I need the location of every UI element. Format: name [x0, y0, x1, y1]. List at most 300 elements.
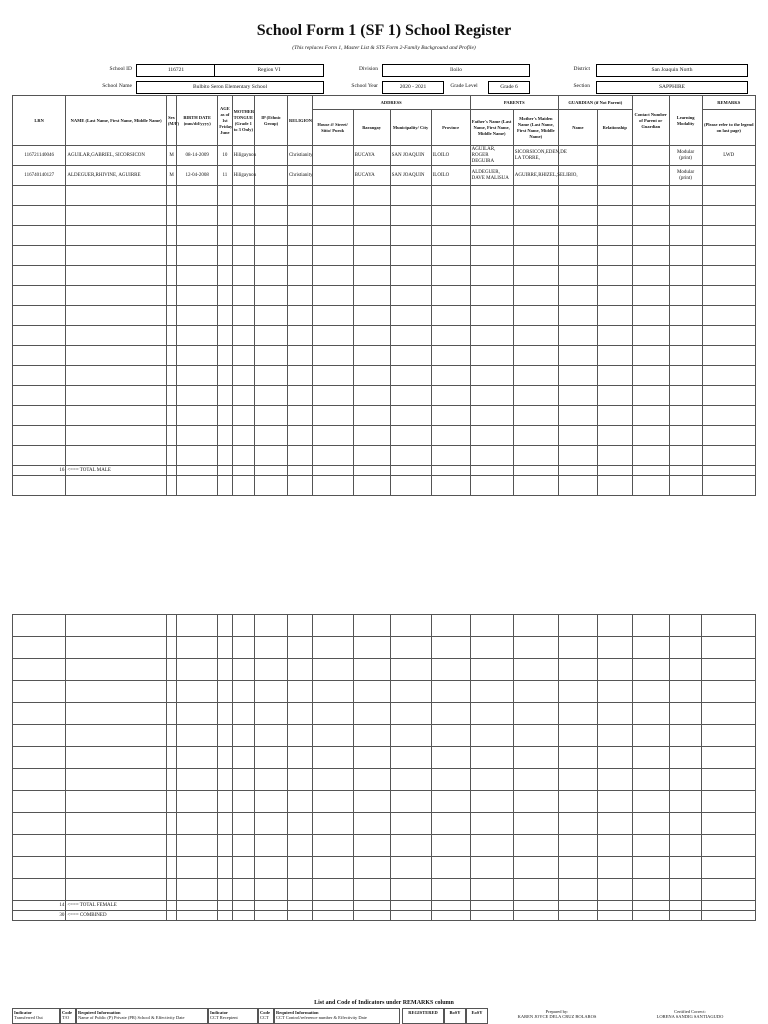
total-female-row-count: 14 — [13, 901, 66, 911]
cell-gname — [558, 206, 597, 226]
legend-cct-info: CCT Control/reference number & Effectivity Date — [276, 1015, 367, 1020]
cell-mod — [669, 747, 702, 769]
cell-name — [66, 659, 167, 681]
header-mother: Mother's Maiden Name (Last Name, First Name, Middle Name) — [513, 110, 558, 146]
legend-cct-code: CCT — [260, 1015, 269, 1020]
cell-mother — [513, 306, 558, 326]
grade-level-field: Grade 6 — [488, 81, 530, 94]
cell-age — [218, 346, 232, 366]
cell-bdate — [177, 386, 218, 406]
combined-row — [13, 911, 756, 921]
cell-ip — [255, 206, 288, 226]
cell-grel — [597, 791, 632, 813]
cell-name — [66, 446, 167, 466]
header-mother-tongue: MOTHER TONGUE (Grade 1 to 3 Only) — [232, 96, 255, 146]
table-row — [13, 659, 756, 681]
cell-mother — [513, 186, 558, 206]
cell-brgy — [353, 791, 390, 813]
cell-empty — [177, 466, 218, 476]
cell-bdate — [177, 206, 218, 226]
cell-contact — [632, 266, 669, 286]
header-province: Province — [431, 110, 470, 146]
cell-bdate — [177, 857, 218, 879]
header-municipality: Municipality/ City — [390, 110, 431, 146]
cell-mod — [669, 879, 702, 901]
cell-muni — [390, 659, 431, 681]
cell-rel — [287, 659, 312, 681]
cell-muni — [390, 769, 431, 791]
cell-mod — [669, 366, 702, 386]
cell-ip — [255, 186, 288, 206]
cell-grel — [597, 476, 632, 496]
cell-empty — [597, 911, 632, 921]
cell-mt — [232, 266, 255, 286]
cell-prov — [431, 266, 470, 286]
cell-lrn: 116740140127 — [13, 166, 66, 186]
cell-rel — [287, 386, 312, 406]
cell-father — [470, 769, 513, 791]
cell-gname — [558, 346, 597, 366]
cell-sex — [166, 659, 176, 681]
cell-mod: Modular (print) — [669, 166, 702, 186]
summary-bosy — [444, 1008, 466, 1024]
cell-contact — [632, 186, 669, 206]
table-row — [13, 835, 756, 857]
cell-father — [470, 835, 513, 857]
cell-age — [218, 659, 232, 681]
cell-ip — [255, 879, 288, 901]
cell-name — [66, 835, 167, 857]
cell-house — [312, 406, 353, 426]
cell-muni — [390, 386, 431, 406]
cell-house — [312, 146, 353, 166]
cell-sex — [166, 769, 176, 791]
cell-sex: M — [166, 166, 176, 186]
cell-grel — [597, 725, 632, 747]
cell-lrn — [13, 186, 66, 206]
cell-mt — [232, 703, 255, 725]
cell-lrn — [13, 386, 66, 406]
header-name: NAME (Last Name, First Name, Middle Name) — [66, 96, 167, 146]
cell-prov — [431, 615, 470, 637]
cell-prov — [431, 769, 470, 791]
cell-gname — [558, 246, 597, 266]
cell-house — [312, 835, 353, 857]
cell-sex — [166, 206, 176, 226]
cell-grel — [597, 769, 632, 791]
grade-level-label: Grade Level — [450, 83, 478, 89]
cell-gname — [558, 813, 597, 835]
cell-prov: ILOILO — [431, 166, 470, 186]
cell-empty — [597, 901, 632, 911]
cell-sex — [166, 703, 176, 725]
cell-lrn — [13, 366, 66, 386]
cell-grel — [597, 406, 632, 426]
cell-mt — [232, 659, 255, 681]
cell-house — [312, 879, 353, 901]
cell-grel — [597, 835, 632, 857]
cell-mt — [232, 306, 255, 326]
table-row — [13, 813, 756, 835]
cell-rem — [702, 791, 756, 813]
cell-muni — [390, 681, 431, 703]
cell-mother — [513, 879, 558, 901]
cell-lrn: 116721140046 — [13, 146, 66, 166]
cell-mt — [232, 346, 255, 366]
cell-mother — [513, 615, 558, 637]
cell-lrn — [13, 637, 66, 659]
cell-mt — [232, 226, 255, 246]
cell-mt — [232, 725, 255, 747]
cell-empty — [218, 466, 232, 476]
cell-ip — [255, 426, 288, 446]
school-name-field: Bulbito Seron Elementary School — [136, 81, 324, 94]
cell-rem — [702, 166, 755, 186]
cell-grel — [597, 266, 632, 286]
cell-brgy — [353, 857, 390, 879]
cell-age — [218, 186, 232, 206]
cell-rel — [287, 186, 312, 206]
cell-father — [470, 857, 513, 879]
cell-rem — [702, 769, 756, 791]
cell-rem — [702, 306, 755, 326]
cell-name — [66, 246, 167, 266]
cell-brgy — [353, 366, 390, 386]
table-row — [13, 446, 756, 466]
cell-rem — [702, 615, 756, 637]
cell-ip — [255, 747, 288, 769]
cell-name — [66, 206, 167, 226]
cell-mod — [669, 835, 702, 857]
cell-gname — [558, 326, 597, 346]
summary-registered — [402, 1008, 444, 1024]
cell-brgy — [353, 186, 390, 206]
cell-age — [218, 637, 232, 659]
cell-ip — [255, 406, 288, 426]
cell-lrn — [13, 681, 66, 703]
cell-father — [470, 386, 513, 406]
cell-house — [312, 813, 353, 835]
cell-bdate — [177, 813, 218, 835]
cell-lrn — [13, 426, 66, 446]
cell-empty — [632, 466, 669, 476]
cell-ip — [255, 266, 288, 286]
cell-brgy — [353, 246, 390, 266]
cell-brgy — [353, 835, 390, 857]
cell-house — [312, 659, 353, 681]
cell-rel — [287, 637, 312, 659]
cell-lrn — [13, 476, 66, 496]
cell-grel — [597, 426, 632, 446]
cell-prov — [431, 346, 470, 366]
cell-muni — [390, 637, 431, 659]
cell-brgy — [353, 813, 390, 835]
cell-gname — [558, 226, 597, 246]
cell-mod — [669, 406, 702, 426]
cell-mod — [669, 426, 702, 446]
cell-rem — [702, 366, 755, 386]
cell-age — [218, 246, 232, 266]
cell-sex — [166, 326, 176, 346]
cell-rem — [702, 681, 756, 703]
cell-ip — [255, 476, 288, 496]
legend-required-header-2: Required Information — [276, 1010, 319, 1015]
cell-rem — [702, 703, 756, 725]
cell-rel — [287, 226, 312, 246]
cell-mother — [513, 659, 558, 681]
cell-rel — [287, 857, 312, 879]
cell-contact — [632, 386, 669, 406]
cell-lrn — [13, 306, 66, 326]
cell-empty — [166, 901, 176, 911]
cell-gname — [558, 286, 597, 306]
cell-age: 11 — [218, 166, 232, 186]
cell-rel — [287, 286, 312, 306]
cell-brgy — [353, 637, 390, 659]
cell-house — [312, 446, 353, 466]
cell-contact — [632, 286, 669, 306]
cell-lrn — [13, 791, 66, 813]
cell-muni — [390, 226, 431, 246]
cell-bdate — [177, 659, 218, 681]
legend-to-code: T/O — [62, 1015, 70, 1020]
cell-prov — [431, 186, 470, 206]
cell-name — [66, 879, 167, 901]
cell-bdate — [177, 615, 218, 637]
cell-empty — [597, 466, 632, 476]
cell-mt — [232, 386, 255, 406]
cell-contact — [632, 366, 669, 386]
cell-sex — [166, 366, 176, 386]
cell-prov — [431, 386, 470, 406]
cell-empty — [218, 901, 232, 911]
cell-mod — [669, 266, 702, 286]
cell-muni — [390, 476, 431, 496]
cell-brgy — [353, 286, 390, 306]
cell-contact — [632, 166, 669, 186]
cell-mod — [669, 681, 702, 703]
table-row — [13, 146, 756, 166]
cell-age — [218, 426, 232, 446]
cell-mt — [232, 835, 255, 857]
header-guardian: GUARDIAN (if Not Parent) — [558, 96, 632, 110]
cell-brgy — [353, 476, 390, 496]
cell-father: AGUILAR, ROGER DEGUIRA — [470, 146, 513, 166]
cell-rem — [702, 879, 756, 901]
table-row — [13, 747, 756, 769]
cell-mod — [669, 326, 702, 346]
cell-house — [312, 791, 353, 813]
legend-indicator-header-2: Indicator — [210, 1010, 228, 1015]
cell-empty — [470, 466, 513, 476]
header-house: House #/ Street/ Sitio/ Purok — [312, 110, 353, 146]
cell-name — [66, 306, 167, 326]
cell-rel — [287, 476, 312, 496]
cell-prov — [431, 879, 470, 901]
cell-lrn — [13, 226, 66, 246]
cell-muni — [390, 725, 431, 747]
legend-info-col — [76, 1008, 208, 1024]
cell-sex — [166, 791, 176, 813]
cell-lrn — [13, 615, 66, 637]
cell-father — [470, 615, 513, 637]
cell-rel: Christianity — [287, 146, 312, 166]
cell-sex — [166, 637, 176, 659]
cell-ip — [255, 813, 288, 835]
cell-rem — [702, 637, 756, 659]
cell-rem — [702, 386, 755, 406]
cell-prov — [431, 476, 470, 496]
legend-indicator-col2 — [208, 1008, 258, 1024]
total-female-row-label: <=== TOTAL FEMALE — [66, 901, 167, 911]
cell-bdate — [177, 186, 218, 206]
cell-ip — [255, 166, 288, 186]
cell-mother — [513, 681, 558, 703]
cell-ip — [255, 769, 288, 791]
cell-mt — [232, 206, 255, 226]
cell-sex — [166, 426, 176, 446]
cell-ip — [255, 857, 288, 879]
school-year-field: 2020 - 2021 — [382, 81, 444, 94]
legend-indicator-header: Indicator — [14, 1010, 32, 1015]
cell-contact — [632, 659, 669, 681]
cell-prov — [431, 206, 470, 226]
cell-rel — [287, 406, 312, 426]
cell-mod — [669, 615, 702, 637]
cell-mt — [232, 446, 255, 466]
cell-lrn — [13, 286, 66, 306]
cell-lrn — [13, 406, 66, 426]
cell-contact — [632, 791, 669, 813]
cell-brgy: BUCAYA — [353, 146, 390, 166]
region-field: Region VI — [214, 64, 324, 77]
cell-prov — [431, 406, 470, 426]
cell-rem — [702, 266, 755, 286]
cell-prov — [431, 366, 470, 386]
header-barangay: Barangay — [353, 110, 390, 146]
cell-rel — [287, 747, 312, 769]
cell-age — [218, 747, 232, 769]
cell-mother — [513, 725, 558, 747]
cell-father — [470, 406, 513, 426]
cell-empty — [312, 911, 353, 921]
cell-gname — [558, 406, 597, 426]
cell-empty — [177, 901, 218, 911]
cell-age — [218, 226, 232, 246]
cell-empty — [632, 911, 669, 921]
cell-mother — [513, 791, 558, 813]
cell-age — [218, 266, 232, 286]
cell-mother: AGUIRRE,RHIZEL,SELIBIO, — [513, 166, 558, 186]
cell-house — [312, 186, 353, 206]
cell-grel — [597, 681, 632, 703]
cell-contact — [632, 426, 669, 446]
cell-lrn — [13, 206, 66, 226]
table-row — [13, 246, 756, 266]
cell-lrn — [13, 857, 66, 879]
division-field: Iloilo — [382, 64, 530, 77]
school-name-label: School Name — [102, 83, 132, 89]
cell-mother — [513, 637, 558, 659]
cell-age — [218, 769, 232, 791]
cell-muni — [390, 306, 431, 326]
cell-rem — [702, 813, 756, 835]
cell-gname — [558, 637, 597, 659]
cell-bdate — [177, 791, 218, 813]
cell-house — [312, 615, 353, 637]
cell-age — [218, 286, 232, 306]
cell-prov — [431, 446, 470, 466]
cell-rel — [287, 426, 312, 446]
cell-mt — [232, 637, 255, 659]
cell-gname — [558, 879, 597, 901]
cell-empty — [470, 901, 513, 911]
cell-mod — [669, 791, 702, 813]
cell-gname — [558, 725, 597, 747]
cell-muni — [390, 266, 431, 286]
cell-muni — [390, 747, 431, 769]
cell-mt — [232, 791, 255, 813]
table-row — [13, 637, 756, 659]
cell-bdate — [177, 226, 218, 246]
cell-mother: SICORSICON,EDEN,DE LA TORRE, — [513, 146, 558, 166]
cell-empty — [287, 466, 312, 476]
cell-empty — [390, 466, 431, 476]
cell-house — [312, 226, 353, 246]
total-male-row-label: <=== TOTAL MALE — [66, 466, 167, 476]
cell-mt — [232, 406, 255, 426]
header-guardian-relationship: Relationship — [597, 110, 632, 146]
table-row — [13, 476, 756, 496]
header-ip: IP (Ethnic Group) — [255, 96, 288, 146]
cell-gname — [558, 446, 597, 466]
cell-mother — [513, 476, 558, 496]
cell-sex — [166, 226, 176, 246]
table-row — [13, 306, 756, 326]
cell-house — [312, 703, 353, 725]
cell-mt: Hiligaynon — [232, 146, 255, 166]
header-guardian-name: Name — [558, 110, 597, 146]
cell-mother — [513, 226, 558, 246]
cell-rel — [287, 246, 312, 266]
cell-brgy — [353, 226, 390, 246]
cell-contact — [632, 637, 669, 659]
cell-rel — [287, 266, 312, 286]
table-row — [13, 226, 756, 246]
cell-brgy — [353, 306, 390, 326]
cell-contact — [632, 326, 669, 346]
cell-age — [218, 446, 232, 466]
prepared-by-label: Prepared by: — [545, 1009, 569, 1014]
cell-brgy — [353, 703, 390, 725]
cell-mod — [669, 386, 702, 406]
cell-muni — [390, 406, 431, 426]
cell-bdate: 12-04-2008 — [177, 166, 218, 186]
cell-mt — [232, 426, 255, 446]
cell-mod — [669, 446, 702, 466]
combined-row-count: 30 — [13, 911, 66, 921]
cell-brgy — [353, 386, 390, 406]
cell-rel — [287, 306, 312, 326]
cell-mother — [513, 266, 558, 286]
table-row — [13, 769, 756, 791]
cell-muni — [390, 246, 431, 266]
cell-mother — [513, 769, 558, 791]
total-male-row — [13, 466, 756, 476]
cell-ip — [255, 703, 288, 725]
cell-brgy — [353, 346, 390, 366]
cell-mt — [232, 747, 255, 769]
